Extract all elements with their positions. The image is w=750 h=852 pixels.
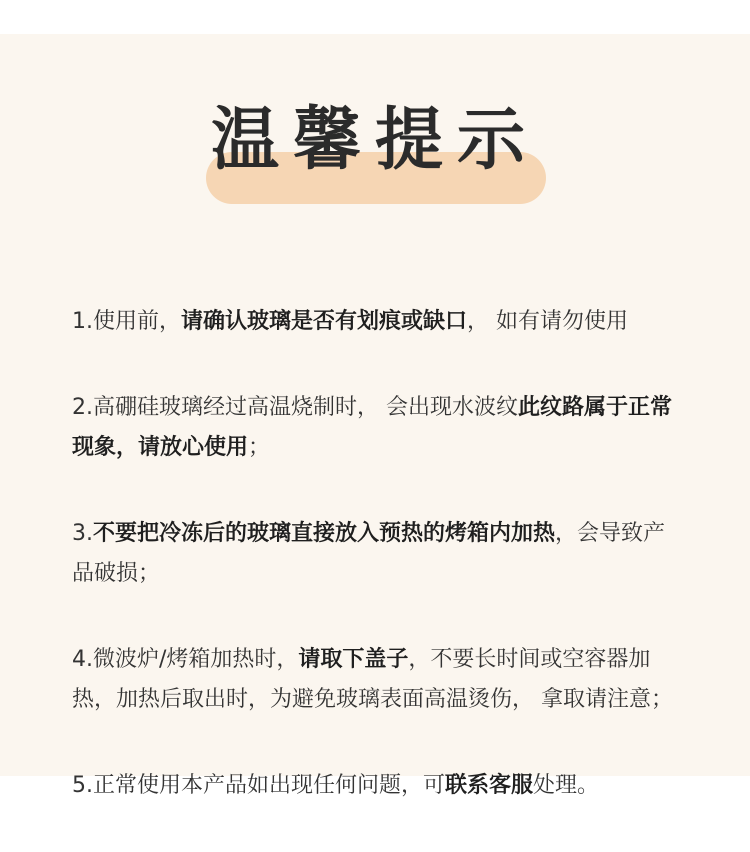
- notice-item-4: [72, 640, 684, 720]
- notice-list: [72, 302, 684, 852]
- notice-emphasis: 请取下盖子: [298, 647, 409, 672]
- notice-emphasis: 不要把冷冻后的玻璃直接放入预热的烤箱内加热: [93, 521, 556, 546]
- notice-text: 4.微波炉/烤箱加热时，: [72, 647, 299, 672]
- content-panel: [0, 34, 750, 798]
- notice-text: 3.: [72, 521, 93, 546]
- notice-text: ，不要长时间或空容器加热，加热后取出时，为避免玻璃表面高温烫伤， 拿取请注意；: [72, 647, 673, 712]
- notice-emphasis: 请确认玻璃是否有划痕或缺口: [181, 309, 468, 334]
- page-title: 温馨提示: [210, 101, 539, 180]
- notice-item-3: [72, 514, 684, 594]
- notice-text: ；: [248, 435, 271, 460]
- notice-emphasis: 联系客服: [445, 773, 534, 798]
- notice-text: 5.正常使用本产品如出现任何问题，可: [72, 773, 445, 798]
- title-area: [0, 86, 750, 196]
- notice-text: 处理。: [533, 773, 600, 798]
- notice-emphasis: 此纹路属于正常现象，请放心使用: [72, 395, 673, 460]
- notice-item-1: [72, 302, 684, 342]
- notice-item-2: [72, 388, 684, 468]
- notice-text: 1.使用前，: [72, 309, 181, 334]
- notice-text: ，会导致产品破损；: [72, 521, 666, 586]
- notice-text: ， 如有请勿使用: [467, 309, 629, 334]
- notice-item-5: [72, 766, 684, 806]
- notice-text: 2.高硼硅玻璃经过高温烧制时， 会出现水波纹: [72, 395, 518, 420]
